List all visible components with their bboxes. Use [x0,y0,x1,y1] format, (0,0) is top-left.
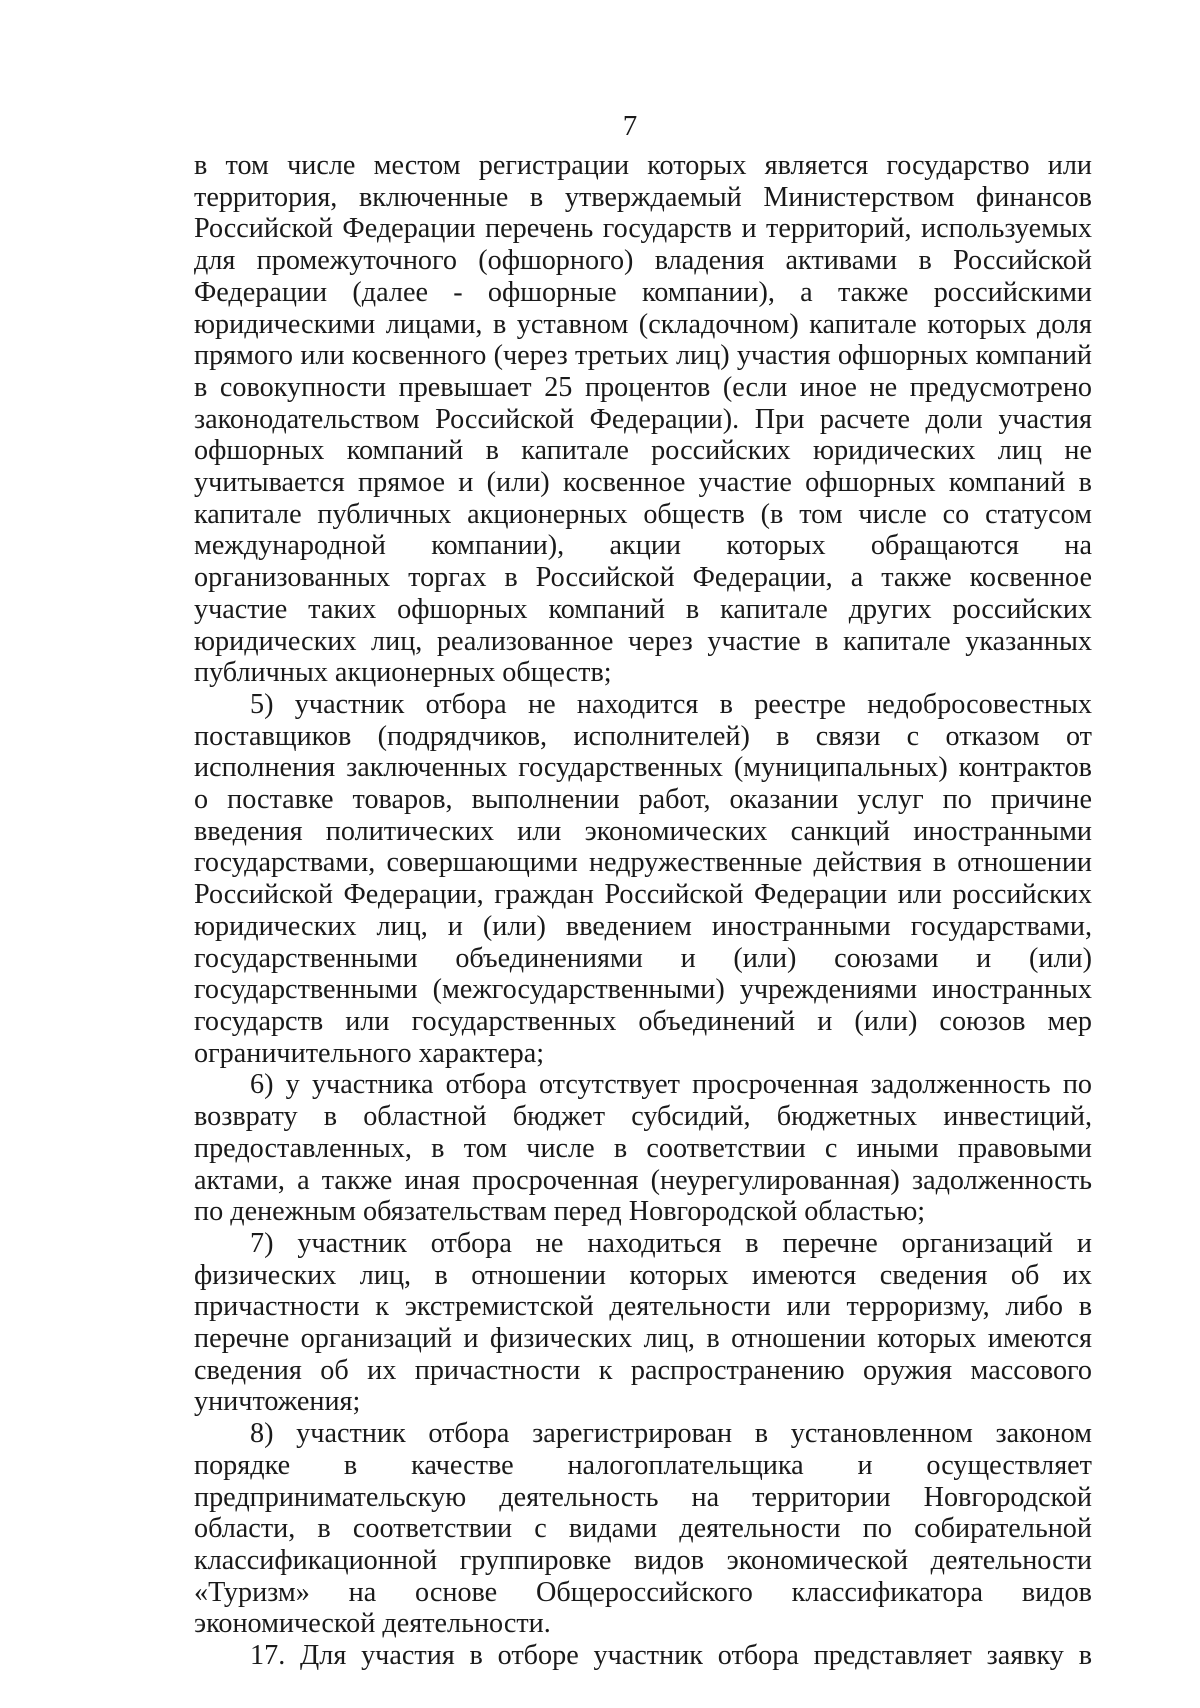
paragraph-offshore-continuation: в том числе местом регистрации которых является государство или территория, включенные в утверждаемый Министерством финансов Российской Федерации перечень государств и территорий, используемых для промежуточного (офшорного) владения активами в Российской Федерации (далее - офшорные компании), а также российскими юридическими лицами, в уставном (складочном) капитале которых доля прямого или косвенного (через третьих лиц) участия офшорных компаний в совокупности превышает 25 процентов (если иное не предусмотрено законодательством Российской Федерации). При расчете доли участия офшорных компаний в капитале российских юридических лиц не учитывается прямое и (или) косвенное участие офшорных компаний в капитале публичных акционерных обществ (в том числе со статусом международной компании), акции которых обращаются на организованных торгах в Российской Федерации, а также косвенное участие таких офшорных компаний в капитале других российских юридических лиц, реализованное через участие в капитале указанных публичных акционерных обществ; [194,150,1092,689]
paragraph-item-7: 7) участник отбора не находиться в перечне организаций и физических лиц, в отношении которых имеются сведения об их причастности к экстремистской деятельности или терроризму, либо в перечне организаций и физических лиц, в отношении которых имеются сведения об их причастности к распространению оружия массового уничтожения; [194,1227,1092,1418]
document-body [194,150,1092,1672]
paragraph-item-5: 5) участник отбора не находится в реестре недобросовестных поставщиков (подрядчиков, исполнителей) в связи с отказом от исполнения заключенных государственных (муниципальных) контрактов о поставке товаров, выполнении работ, оказании услуг по причине введения политических или экономических санкций иностранными государствами, совершающими недружественные действия в отношении Российской Федерации, граждан Российской Федерации или российских юридических лиц, и (или) введением иностранными государствами, государственными объединениями и (или) союзами и (или) государственными (межгосударственными) учреждениями иностранных государств или государственных объединений и (или) союзов мер ограничительного характера; [194,688,1092,1069]
paragraph-item-6: 6) у участника отбора отсутствует просроченная задолженность по возврату в областной бюджет субсидий, бюджетных инвестиций, предоставленных, в том числе в соответствии с иными правовыми актами, а также иная просроченная (неурегулированная) задолженность по денежным обязательствам перед Новгородской областью; [194,1069,1092,1228]
paragraph-item-8: 8) участник отбора зарегистрирован в установленном законом порядке в качестве налогоплательщика и осуществляет предпринимательскую деятельность на территории Новгородской области, в соответствии с видами деятельности по собирательной классификационной группировке видов экономической деятельности «Туризм» на основе Общероссийского классификатора видов экономической деятельности. [194,1418,1092,1640]
paragraph-section-17: 17. Для участия в отборе участник отбора представляет заявку в [250,1640,1092,1672]
page-number: 7 [622,110,638,142]
